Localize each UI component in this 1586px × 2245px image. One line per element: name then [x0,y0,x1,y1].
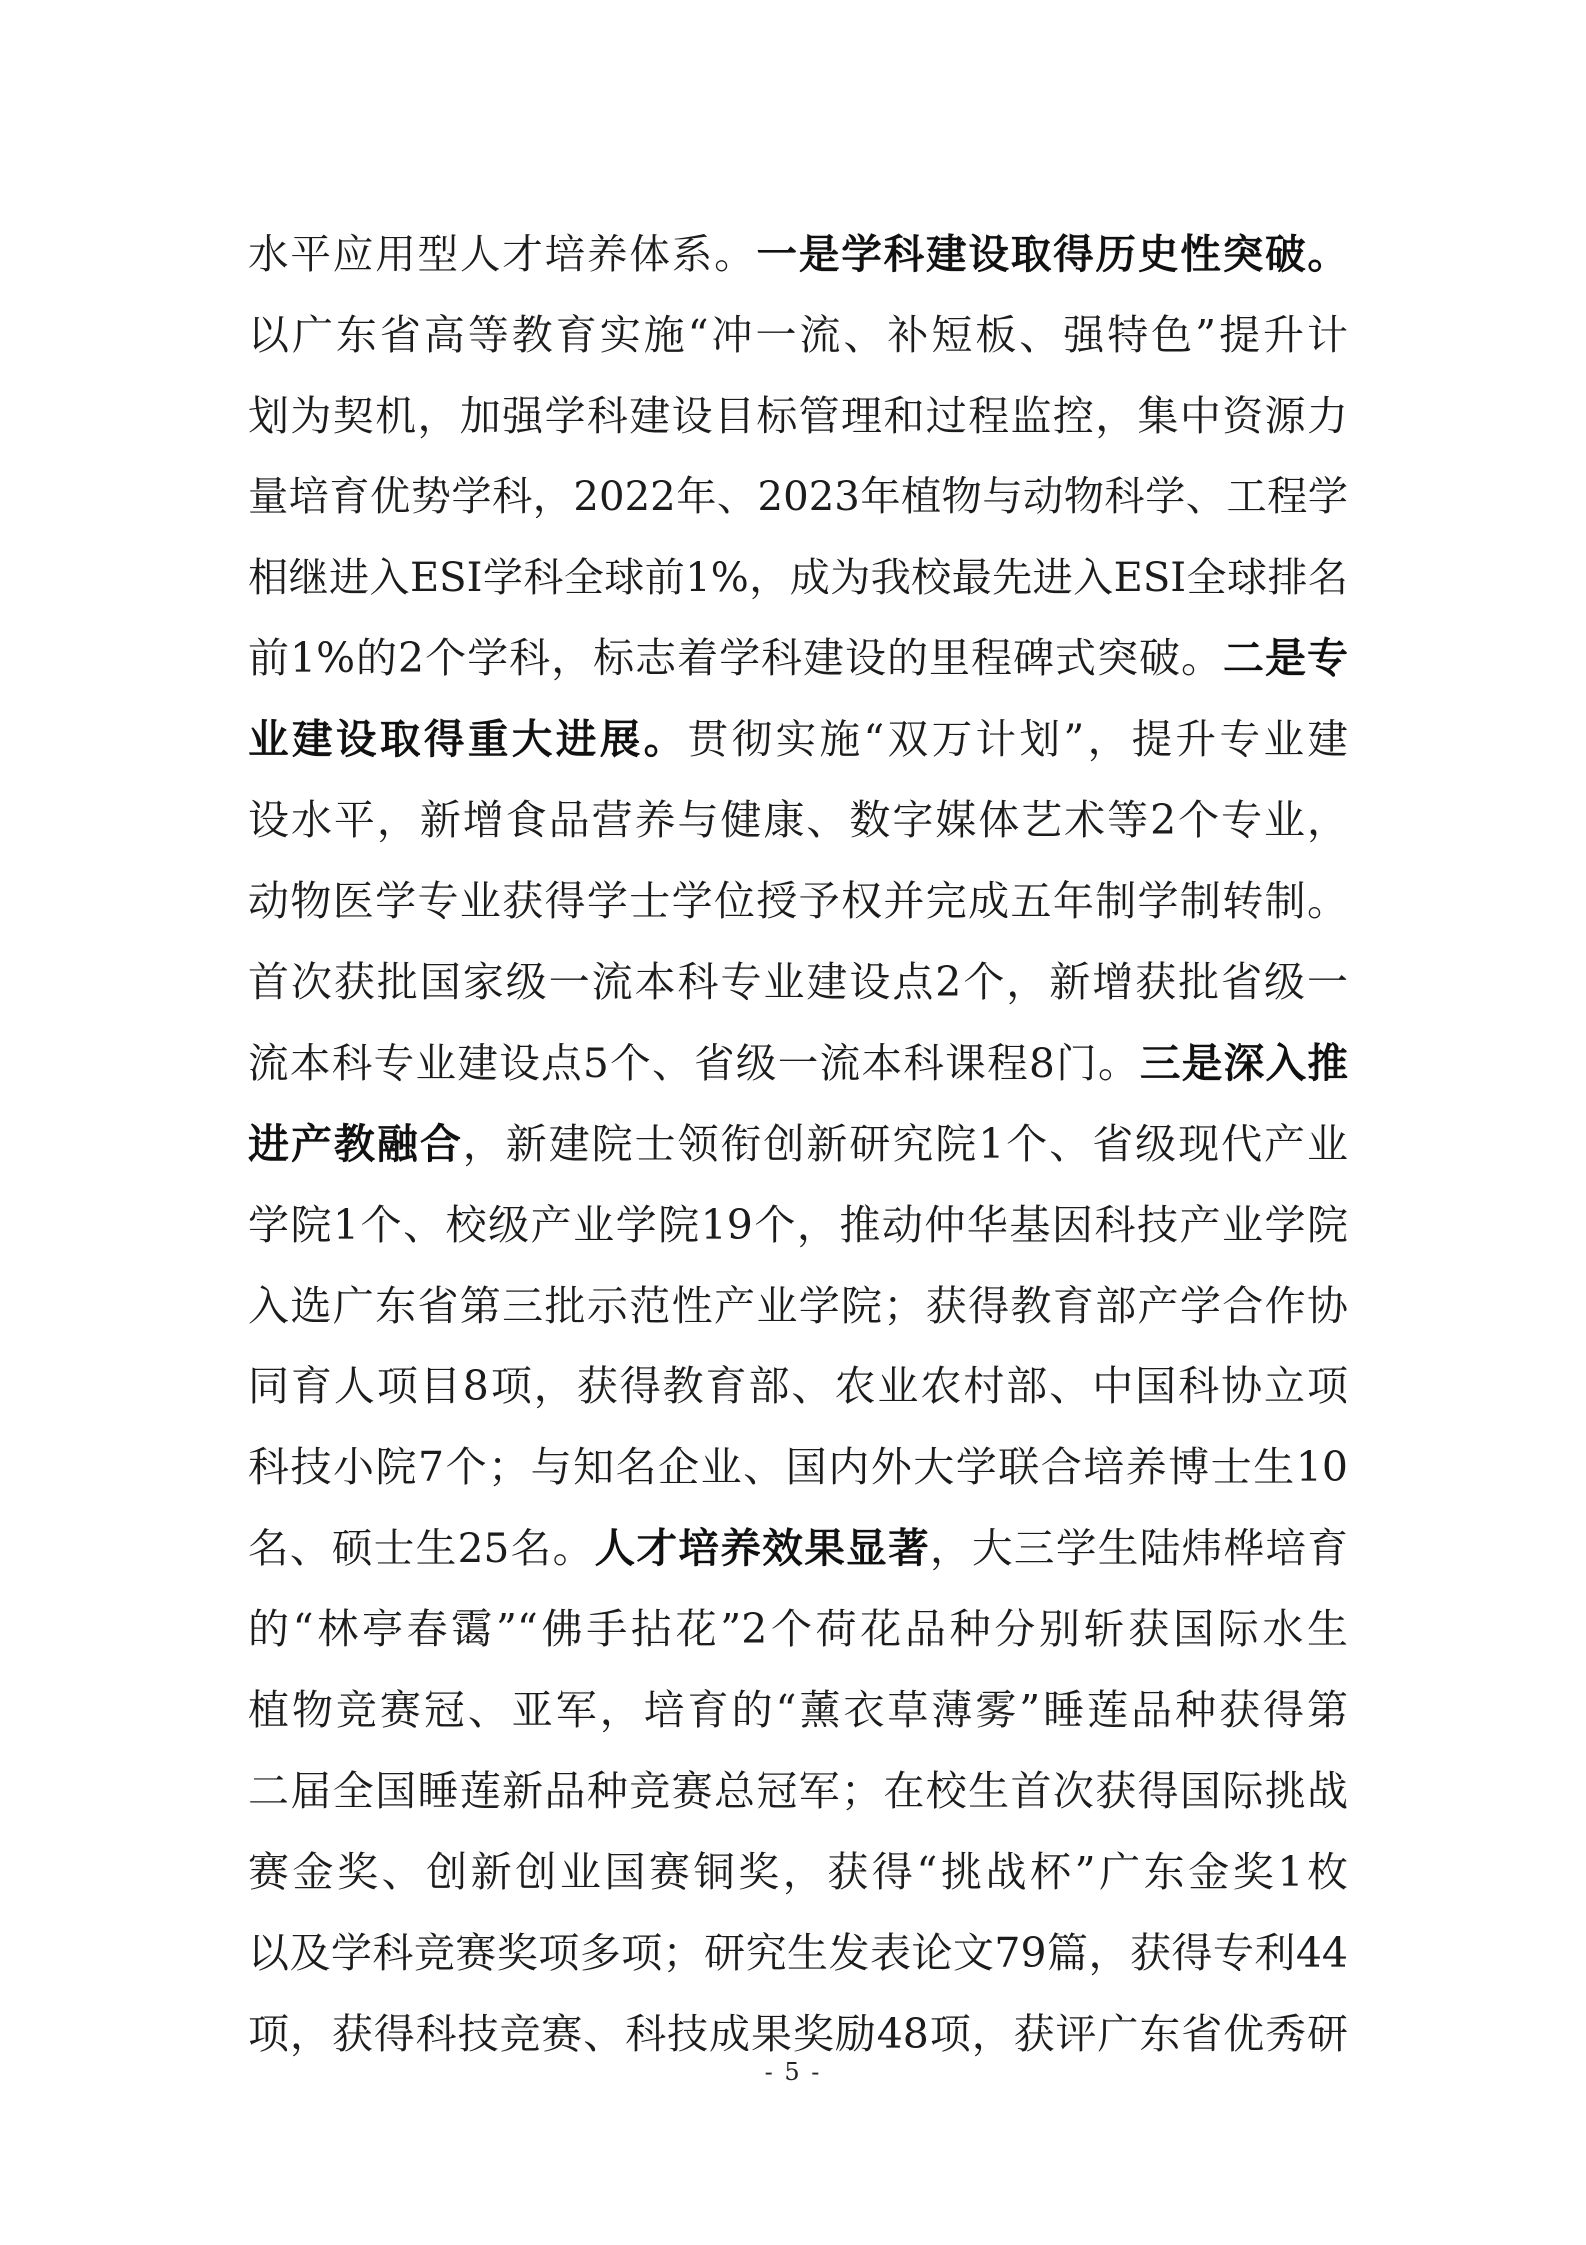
text-line [248,1185,1348,1266]
bold-text-segment: 三是深入推 [1139,1038,1348,1087]
text-line [248,1023,1348,1104]
text-segment: 前1%的2个学科，标志着学科建设的里程碑式突破。 [248,634,1223,683]
bold-text-segment: 进产教融合 [248,1119,463,1168]
text-line [248,1670,1348,1751]
text-line [248,376,1348,457]
text-segment: ，新建院士领衔创新研究院1个、省级现代产业 [462,1119,1348,1168]
text-line [248,214,1348,295]
text-segment: 水平应用型人才培养体系。 [248,230,757,278]
text-segment: 植物竞赛冠、亚军，培育的“薰衣草薄雾”睡莲品种获得第 [248,1686,1348,1735]
text-segment: 划为契机，加强学科建设目标管理和过程监控，集中资源力 [248,391,1348,440]
text-segment: 设水平，新增食品营养与健康、数字媒体艺术等2个专业， [248,796,1348,845]
text-segment: ，大三学生陆炜桦培育 [930,1524,1349,1573]
bold-text-segment: 业建设取得重大进展。 [248,715,688,764]
text-line [248,457,1348,538]
text-segment: 动物医学专业获得学士学位授予权并完成五年制学制转制。 [248,877,1348,926]
text-line [248,1346,1348,1427]
text-segment: 以广东省高等教育实施“冲一流、补短板、强特色”提升计 [248,310,1348,359]
text-segment: 量培育优势学科，2022年、2023年植物与动物科学、工程学 [248,473,1348,520]
text-line [248,1427,1348,1508]
text-segment: 以及学科竞赛奖项多项；研究生发表论文79篇，获得专利44 [248,1928,1348,1977]
text-line [248,1589,1348,1670]
text-segment: 同育人项目8项，获得教育部、农业农村部、中国科协立项 [248,1362,1348,1411]
text-line [248,1913,1348,1994]
text-line [248,1508,1348,1589]
bold-text-segment: 人才培养效果显著 [594,1524,931,1573]
page-number: - 5 - [764,2058,822,2086]
text-line [248,861,1348,942]
text-segment: 名、硕士生25名。 [248,1524,595,1573]
bold-text-segment: 二是专 [1223,634,1348,683]
text-segment: 二届全国睡莲新品种竞赛总冠军；在校生首次获得国际挑战 [248,1766,1348,1815]
text-line [248,538,1348,619]
text-segment: 学院1个、校级产业学院19个，推动仲华基因科技产业学院 [248,1200,1348,1249]
text-segment: 相继进入ESI学科全球前1%，成为我校最先进入ESI全球排名 [248,554,1348,601]
text-segment: 项，获得科技竞赛、科技成果奖励48项，获评广东省优秀研 [248,2009,1348,2058]
text-line [248,699,1348,780]
text-segment: 的“林亭春霭”“佛手拈花”2个荷花品种分别斩获国际水生 [248,1605,1348,1654]
text-line [248,618,1348,699]
body-text [248,214,1348,2074]
text-segment: 首次获批国家级一流本科专业建设点2个，新增获批省级一 [248,958,1348,1007]
text-line [248,942,1348,1023]
text-line [248,1104,1348,1185]
text-segment: 流本科专业建设点5个、省级一流本科课程8门。 [248,1038,1140,1087]
bold-text-segment: 一是学科建设取得历史性突破。 [756,230,1349,278]
text-line [248,1751,1348,1832]
text-line [248,1266,1348,1347]
text-segment: 入选广东省第三批示范性产业学院；获得教育部产学合作协 [248,1281,1348,1330]
text-segment: 贯彻实施“双万计划”，提升专业建 [687,715,1348,764]
text-segment: 科技小院7个；与知名企业、国内外大学联合培养博士生10 [248,1443,1348,1492]
text-segment: 赛金奖、创新创业国赛铜奖，获得“挑战杯”广东金奖1枚 [248,1847,1348,1896]
text-line [248,1832,1348,1913]
text-line [248,780,1348,861]
text-line [248,295,1348,376]
